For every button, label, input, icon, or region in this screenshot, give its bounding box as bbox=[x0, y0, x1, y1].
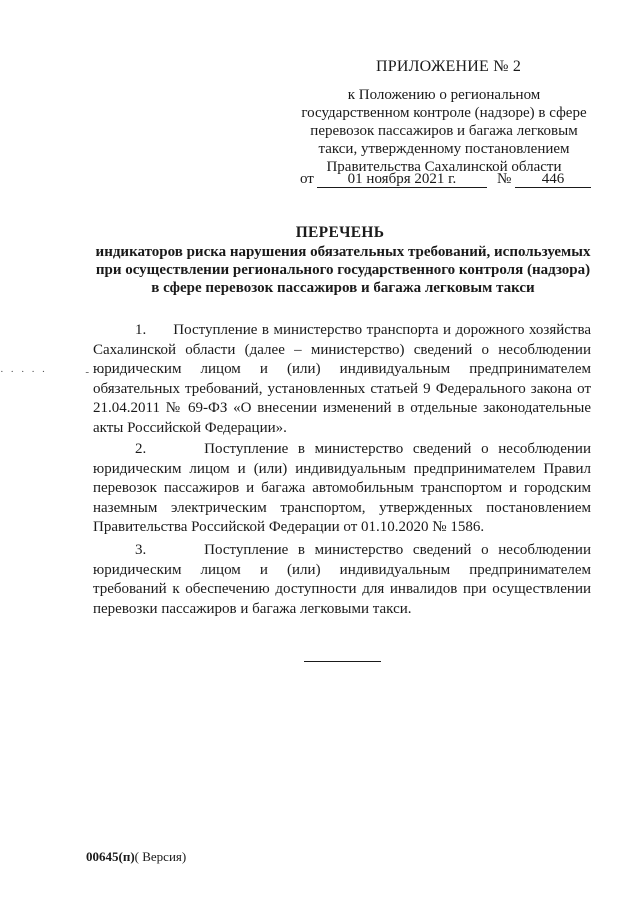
closing-divider bbox=[304, 661, 381, 662]
appendix-title: ПРИЛОЖЕНИЕ № 2 bbox=[376, 58, 522, 75]
document-subheading bbox=[93, 243, 593, 297]
number-label: № bbox=[497, 171, 512, 187]
list-item-text: 2. Поступление в министерство сведений о несоблюдении юридическим лицом и (или) индивидуальным предпринимателем Правил перевозок пассажиров и багажа автомобильным транспортом и городским наземным электрическим транспортом, утвержденных постановлением Правительства Российской Федерации от 01.10.2020 № 1586. bbox=[93, 441, 591, 536]
appendix-line: государственном контроле (надзоре) в сфере bbox=[301, 105, 587, 121]
footer-code bbox=[86, 849, 186, 865]
resolution-number: 446 bbox=[515, 171, 591, 188]
list-item bbox=[93, 440, 591, 538]
appendix-line: к Положению о региональном bbox=[347, 87, 541, 103]
list-item-text: 3. Поступление в министерство сведений о несоблюдении юридическим лицом и (или) индивидуальным предпринимателем требований к обеспечению доступности для инвалидов при осуществлении перевозки пассажиров и багажа легковыми такси. bbox=[93, 542, 591, 617]
resolution-date: 01 ноября 2021 г. bbox=[317, 171, 487, 188]
appendix-line: такси, утвержденному постановлением bbox=[318, 141, 570, 157]
subheading-line: в сфере перевозок пассажиров и багажа легковым такси bbox=[151, 280, 535, 296]
list-item bbox=[93, 321, 591, 439]
document-heading: ПЕРЕЧЕНЬ bbox=[295, 224, 385, 241]
appendix-reference bbox=[296, 86, 592, 176]
list-item bbox=[93, 541, 591, 619]
appendix-line: перевозок пассажиров и багажа легковым bbox=[310, 123, 578, 139]
document-version: ( Версия) bbox=[134, 849, 187, 864]
subheading-line: индикаторов риска нарушения обязательных требований, используемых bbox=[95, 244, 591, 260]
date-from-label: от bbox=[300, 171, 314, 187]
list-item-text: 1. Поступление в министерство транспорта и дорожного хозяйства Сахалинской области (далее – министерство) сведений о несоблюдении юридическим лицом и (или) индивидуальным предпринимателем обязательных требований, установленных статьей 9 Федерального закона от 21.04.2011 № 69-ФЗ «О внесении изменений в отдельные законодательные акты Российской Федерации». bbox=[93, 322, 591, 436]
document-code: 00645(п) bbox=[86, 849, 135, 864]
scan-margin-marks: · · · · · - - - bbox=[0, 366, 117, 378]
appendix-line: Правительства Сахалинской области bbox=[326, 159, 562, 175]
subheading-line: при осуществлении регионального государственного контроля (надзора) bbox=[95, 262, 591, 278]
